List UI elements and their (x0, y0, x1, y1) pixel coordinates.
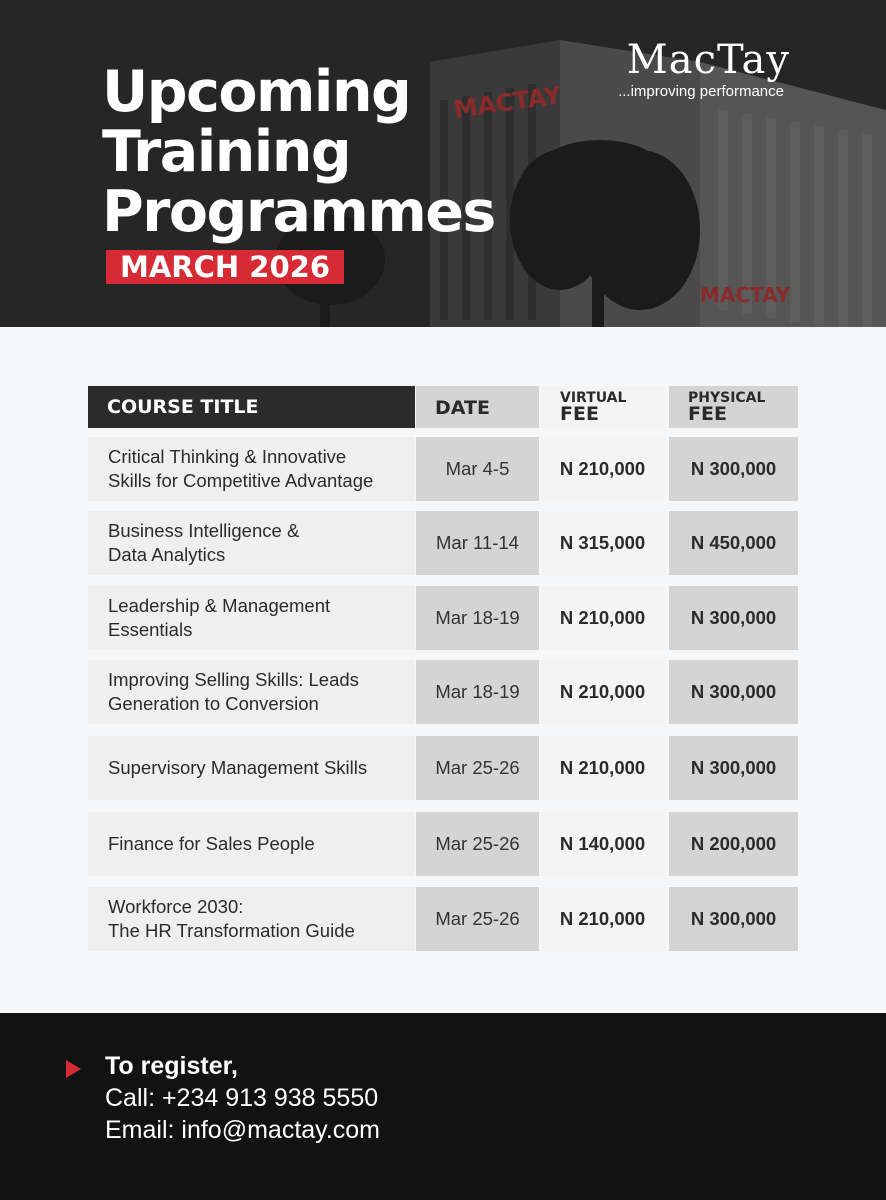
mactay-logo (600, 38, 790, 102)
header-virtual-label: VIRTUAL (560, 390, 627, 406)
course-title: Business Intelligence & Data Analytics (88, 511, 415, 575)
table-row (88, 586, 798, 650)
course-date: Mar 18-19 (416, 660, 539, 724)
register-heading: To register, (105, 1052, 238, 1080)
title-line-1: Upcoming (102, 59, 411, 125)
table-row (88, 736, 798, 800)
virtual-fee: N 315,000 (540, 511, 665, 575)
building-sign-top: MACTAY (451, 81, 564, 124)
registration-info (105, 1050, 380, 1146)
virtual-fee: N 210,000 (540, 586, 665, 650)
page-title (102, 59, 495, 245)
logo-tagline: ...improving performance (618, 83, 784, 100)
virtual-fee: N 210,000 (540, 736, 665, 800)
course-date: Mar 4-5 (416, 437, 539, 501)
course-title: Leadership & Management Essentials (88, 586, 415, 650)
table-row (88, 812, 798, 876)
header-virtual-fee (540, 386, 665, 428)
physical-fee: N 300,000 (669, 736, 798, 800)
course-date: Mar 18-19 (416, 586, 539, 650)
virtual-fee: N 210,000 (540, 660, 665, 724)
physical-fee: N 450,000 (669, 511, 798, 575)
physical-fee: N 300,000 (669, 437, 798, 501)
month-badge: MARCH 2026 (106, 250, 344, 284)
header-physical-fee-label: FEE (688, 403, 727, 425)
building-sign-bottom: MACTAY (700, 283, 791, 307)
course-title: Critical Thinking & Innovative Skills for Competitive Advantage (88, 437, 415, 501)
table-row (88, 887, 798, 951)
physical-fee: N 200,000 (669, 812, 798, 876)
logo-wordmark: MacTay (626, 37, 790, 83)
table-row (88, 437, 798, 501)
training-schedule-table (88, 386, 798, 941)
header-course-title: COURSE TITLE (88, 386, 415, 428)
course-title: Workforce 2030: The HR Transformation Guide (88, 887, 415, 951)
virtual-fee: N 210,000 (540, 437, 665, 501)
table-row (88, 511, 798, 575)
course-date: Mar 25-26 (416, 887, 539, 951)
hero-banner (0, 0, 886, 327)
physical-fee: N 300,000 (669, 887, 798, 951)
table-row (88, 660, 798, 724)
course-title: Finance for Sales People (88, 812, 415, 876)
header-date: DATE (416, 386, 539, 428)
header-physical-label: PHYSICAL (688, 390, 766, 406)
play-arrow-icon (66, 1060, 81, 1078)
title-line-2: Training (102, 119, 351, 185)
virtual-fee: N 140,000 (540, 812, 665, 876)
title-line-3: Programmes (102, 179, 495, 245)
course-date: Mar 25-26 (416, 812, 539, 876)
physical-fee: N 300,000 (669, 586, 798, 650)
course-date: Mar 25-26 (416, 736, 539, 800)
header-virtual-fee-label: FEE (560, 403, 599, 425)
header-physical-fee (669, 386, 798, 428)
email-address[interactable]: Email: info@mactay.com (105, 1116, 380, 1144)
physical-fee: N 300,000 (669, 660, 798, 724)
virtual-fee: N 210,000 (540, 887, 665, 951)
course-date: Mar 11-14 (416, 511, 539, 575)
course-title: Supervisory Management Skills (88, 736, 415, 800)
phone-number[interactable]: Call: +234 913 938 5550 (105, 1084, 379, 1112)
course-title: Improving Selling Skills: Leads Generation to Conversion (88, 660, 415, 724)
table-header (88, 386, 798, 428)
